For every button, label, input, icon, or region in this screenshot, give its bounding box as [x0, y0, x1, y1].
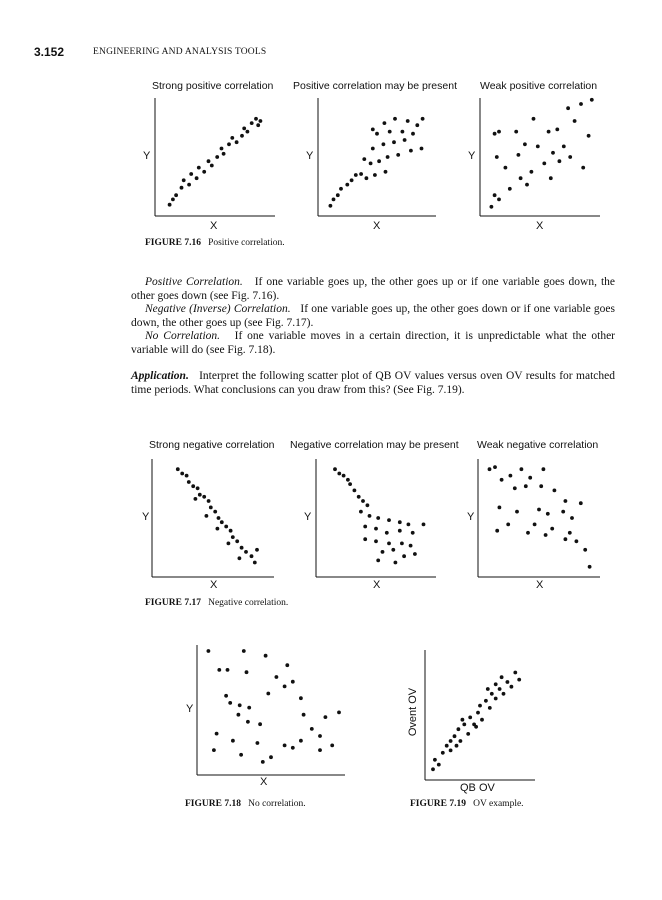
scatter-point: [261, 760, 265, 764]
scatter-point: [564, 537, 568, 541]
scatter-point: [269, 755, 273, 759]
scatter-point: [207, 159, 211, 163]
scatter-point: [488, 706, 492, 710]
scatter-point: [245, 670, 249, 674]
scatter-point: [459, 739, 463, 743]
scatter-point: [187, 183, 191, 187]
scatter-point: [508, 187, 512, 191]
scatter-point: [237, 713, 241, 717]
scatter-point: [247, 706, 251, 710]
caption-text: No correlation.: [248, 799, 306, 809]
panel-title-strong-negative: Strong negative correlation: [149, 439, 275, 451]
scatter-point: [445, 744, 449, 748]
scatter-point: [461, 718, 465, 722]
scatter-point: [403, 138, 407, 142]
scatter-point: [299, 696, 303, 700]
scatter-point: [490, 692, 494, 696]
scatter-point: [213, 510, 217, 514]
scatter-point: [449, 739, 453, 743]
scatter-point: [539, 484, 543, 488]
caption-text: Negative correlation.: [208, 598, 289, 608]
scatter-point: [238, 703, 242, 707]
scatter-point: [433, 758, 437, 762]
definition-negative: If one variable goes up, the other goes down or if one variable goes down, the other goes up (see Fig. 7.17).: [131, 303, 616, 329]
scatter-point: [256, 741, 260, 745]
scatter-point: [359, 510, 363, 514]
scatter-point: [420, 147, 424, 151]
scatter-point: [212, 748, 216, 752]
scatter-point: [242, 649, 246, 653]
page-number: 3.152: [34, 45, 65, 59]
scatter-point: [570, 516, 574, 520]
scatter-point: [369, 162, 373, 166]
scatter-point: [509, 474, 513, 478]
scatter-point: [490, 205, 494, 209]
x-axis-label: X: [536, 220, 544, 232]
scatter-point: [226, 668, 230, 672]
scatter-point: [235, 539, 239, 543]
y-axis-label: Y: [468, 150, 476, 162]
scatter-point: [384, 170, 388, 174]
scatter-point: [368, 514, 372, 518]
scatter-point: [376, 559, 380, 563]
scatter-point: [361, 499, 365, 503]
scatter-point: [231, 739, 235, 743]
scatter-point: [484, 699, 488, 703]
scatter-point: [217, 516, 221, 520]
scatter-point: [333, 467, 337, 471]
scatter-point: [230, 136, 234, 140]
scatter-point: [431, 767, 435, 771]
definition-positive: If one variable goes up, the other goes up or if one variable goes down, the other goes down (see Fig. 7.16).: [131, 276, 616, 302]
scatter-point: [413, 552, 417, 556]
scatter-point: [415, 123, 419, 127]
scatter-point: [363, 537, 367, 541]
x-axis-label: X: [260, 776, 268, 788]
scatter-point: [544, 533, 548, 537]
scatter-point: [533, 523, 537, 527]
scatter-point: [579, 102, 583, 106]
scatter-point: [189, 172, 193, 176]
definition-none: If one variable moves in a certain direction, it is unpredictable what the other variable will do (see Fig. 7.18).: [131, 330, 615, 356]
scatter-point: [176, 467, 180, 471]
scatter-point: [506, 680, 510, 684]
scatter-point: [515, 510, 519, 514]
scatter-point: [374, 527, 378, 531]
scatter-point: [220, 520, 224, 524]
scatter-point: [506, 523, 510, 527]
scatter-point: [542, 162, 546, 166]
definitions-paragraph: [131, 276, 615, 357]
scatter-point: [523, 142, 527, 146]
caption-text: OV example.: [473, 799, 524, 809]
scatter-point: [385, 531, 389, 535]
figure-caption-7-17: [145, 598, 288, 608]
scatter-point: [494, 682, 498, 686]
scatter-point: [398, 520, 402, 524]
scatter-point: [291, 680, 295, 684]
term-application: Application.: [131, 370, 189, 382]
scatter-point: [562, 145, 566, 149]
scatter-point: [402, 554, 406, 558]
scatter-point: [224, 694, 228, 698]
scatter-point: [357, 495, 361, 499]
scatter-point: [422, 523, 426, 527]
scatter-point: [497, 130, 501, 134]
scatter-point: [168, 203, 172, 207]
scatter-point: [275, 675, 279, 679]
scatter-point: [337, 711, 341, 715]
panel-title-weak-negative: Weak negative correlation: [477, 439, 599, 451]
scatter-point: [568, 531, 572, 535]
scatter-point: [337, 472, 341, 476]
scatter-point: [587, 134, 591, 138]
scatter-point: [195, 176, 199, 180]
scatter-point: [348, 482, 352, 486]
scatter-point: [215, 155, 219, 159]
scatter-point: [240, 546, 244, 550]
scatter-point: [457, 727, 461, 731]
scatter-point: [202, 170, 206, 174]
scatter-point: [239, 753, 243, 757]
scatter-point: [517, 678, 521, 682]
scatter-point: [283, 685, 287, 689]
scatter-strong-positive: [155, 98, 275, 216]
scatter-point: [197, 166, 201, 170]
scatter-point: [453, 734, 457, 738]
scatter-point: [462, 723, 466, 727]
scatter-point: [520, 467, 524, 471]
scatter-point: [244, 550, 248, 554]
scatter-point: [386, 155, 390, 159]
scatter-point: [227, 142, 231, 146]
scatter-point: [182, 178, 186, 182]
y-axis-label: Y: [186, 703, 194, 715]
scatter-point: [513, 486, 517, 490]
scatter-point: [310, 727, 314, 731]
y-axis-label: Y: [143, 150, 151, 162]
scatter-point: [466, 732, 470, 736]
scatter-point: [396, 153, 400, 157]
figure-caption-7-16: [145, 238, 285, 248]
scatter-point: [198, 493, 202, 497]
caption-label: FIGURE 7.17: [145, 598, 201, 608]
scatter-point: [299, 739, 303, 743]
scatter-strong-negative: [152, 459, 274, 577]
scatter-point: [283, 744, 287, 748]
scatter-point: [362, 157, 366, 161]
y-axis-label: Y: [304, 511, 312, 523]
scatter-point: [266, 692, 270, 696]
scatter-point: [231, 535, 235, 539]
x-axis-label: X: [373, 579, 381, 591]
scatter-point: [202, 495, 206, 499]
scatter-point: [513, 671, 517, 675]
scatter-point: [264, 654, 268, 658]
panel-title-positive-maybe: Positive correlation may be present: [293, 80, 457, 92]
scatter-point: [581, 166, 585, 170]
scatter-point: [330, 744, 334, 748]
scatter-point: [497, 198, 501, 202]
scatter-point: [555, 128, 559, 132]
caption-label: FIGURE 7.19: [410, 799, 466, 809]
scatter-point: [254, 117, 258, 121]
scatter-point: [573, 119, 577, 123]
scatter-point: [256, 123, 260, 127]
term-none: No Correlation.: [145, 330, 221, 342]
scatter-point: [409, 149, 413, 153]
scatter-point: [493, 465, 497, 469]
x-axis-label: X: [210, 579, 218, 591]
scatter-point: [329, 204, 333, 208]
scatter-point: [366, 503, 370, 507]
scatter-point: [411, 531, 415, 535]
scatter-point: [393, 117, 397, 121]
term-positive: Positive Correlation.: [145, 276, 243, 288]
scatter-point: [550, 527, 554, 531]
scatter-point: [376, 516, 380, 520]
scatter-point: [332, 198, 336, 202]
scatter-point: [363, 525, 367, 529]
scatter-point: [526, 531, 530, 535]
scatter-point: [191, 484, 195, 488]
scatter-point: [174, 193, 178, 197]
scatter-point: [558, 159, 562, 163]
scatter-point: [235, 140, 239, 144]
scatter-point: [371, 147, 375, 151]
panel-title-strong-positive: Strong positive correlation: [152, 80, 274, 92]
scatter-point: [185, 474, 189, 478]
scatter-point: [530, 170, 534, 174]
scatter-point: [209, 506, 213, 510]
scatter-point: [353, 489, 357, 493]
scatter-point: [224, 525, 228, 529]
scatter-point: [480, 718, 484, 722]
scatter-point: [229, 529, 233, 533]
scatter-point: [564, 499, 568, 503]
scatter-weak-negative: [478, 459, 600, 577]
scatter-point: [342, 474, 346, 478]
scatter-no-correlation: [197, 645, 345, 775]
scatter-point: [517, 153, 521, 157]
figure-caption-7-19: [410, 799, 524, 809]
caption-text: Positive correlation.: [208, 238, 285, 248]
scatter-point: [421, 117, 425, 121]
scatter-point: [510, 685, 514, 689]
scatter-point: [468, 716, 472, 720]
scatter-point: [391, 548, 395, 552]
scatter-point: [171, 198, 175, 202]
scatter-point: [547, 130, 551, 134]
scatter-point: [210, 164, 214, 168]
scatter-point: [498, 687, 502, 691]
scatter-point: [498, 506, 502, 510]
scatter-negative-maybe: [316, 459, 436, 577]
scatter-point: [493, 193, 497, 197]
application-paragraph: [131, 370, 615, 397]
scatter-point: [519, 176, 523, 180]
scatter-point: [240, 134, 244, 138]
scatter-point: [500, 478, 504, 482]
scatter-point: [217, 668, 221, 672]
scatter-point: [590, 98, 594, 102]
scatter-point: [373, 173, 377, 177]
scatter-point: [579, 501, 583, 505]
scatter-point: [528, 476, 532, 480]
y-axis-label: Ovent OV: [407, 687, 419, 737]
scatter-point: [246, 720, 250, 724]
scatter-point: [493, 132, 497, 136]
scatter-point: [500, 675, 504, 679]
x-axis-label: X: [210, 220, 218, 232]
scatter-point: [324, 715, 328, 719]
panel-title-weak-positive: Weak positive correlation: [480, 80, 598, 92]
scatter-point: [553, 489, 557, 493]
scatter-point: [387, 518, 391, 522]
scatter-point: [375, 132, 379, 136]
scatter-point: [488, 467, 492, 471]
scatter-point: [551, 151, 555, 155]
scatter-point: [346, 478, 350, 482]
scatter-point: [187, 480, 191, 484]
x-axis-label: X: [536, 579, 544, 591]
scatter-point: [525, 183, 529, 187]
panel-title-negative-maybe: Negative correlation may be present: [290, 439, 459, 451]
x-axis-label: QB OV: [460, 782, 495, 794]
scatter-point: [255, 548, 259, 552]
scatter-point: [478, 704, 482, 708]
scatter-point: [354, 173, 358, 177]
scatter-point: [400, 542, 404, 546]
scatter-point: [524, 484, 528, 488]
scatter-point: [382, 142, 386, 146]
scatter-point: [401, 130, 405, 134]
scatter-weak-positive: [480, 98, 600, 216]
scatter-point: [207, 649, 211, 653]
y-axis-label: Y: [467, 511, 475, 523]
scatter-point: [220, 147, 224, 151]
scatter-point: [536, 145, 540, 149]
scatter-point: [406, 119, 410, 123]
scatter-point: [407, 523, 411, 527]
scatter-point: [196, 486, 200, 490]
y-axis-label: Y: [142, 511, 150, 523]
scatter-point: [302, 713, 306, 717]
scatter-point: [228, 701, 232, 705]
x-axis-label: X: [373, 220, 381, 232]
scatter-point: [242, 127, 246, 131]
scatter-point: [339, 187, 343, 191]
scatter-point: [350, 178, 354, 182]
scatter-point: [336, 193, 340, 197]
scatter-point: [588, 565, 592, 569]
scatter-point: [180, 472, 184, 476]
scatter-point: [250, 554, 254, 558]
scatter-point: [227, 542, 231, 546]
scatter-point: [259, 119, 263, 123]
scatter-point: [359, 172, 363, 176]
scatter-point: [253, 561, 257, 565]
scatter-point: [371, 128, 375, 132]
scatter-point: [437, 763, 441, 767]
scatter-point: [318, 734, 322, 738]
scatter-point: [205, 514, 209, 518]
scatter-point: [246, 130, 250, 134]
scatter-point: [398, 529, 402, 533]
scatter-point: [394, 561, 398, 565]
scatter-point: [449, 749, 453, 753]
scatter-point: [561, 510, 565, 514]
scatter-point: [216, 527, 220, 531]
scatter-point: [542, 467, 546, 471]
scatter-point: [377, 159, 381, 163]
scatter-point: [549, 176, 553, 180]
running-header: ENGINEERING AND ANALYSIS TOOLS: [93, 47, 267, 57]
scatter-point: [392, 140, 396, 144]
scatter-point: [291, 746, 295, 750]
scatter-point: [486, 687, 490, 691]
scatter-point: [250, 121, 254, 125]
scatter-point: [583, 548, 587, 552]
scatter-point: [411, 132, 415, 136]
application-text: Interpret the following scatter plot of QB OV values versus oven OV results for matched time periods. What conclusions can you draw from this? (See Fig. 7.19).: [131, 370, 615, 396]
scatter-point: [476, 711, 480, 715]
scatter-point: [215, 732, 219, 736]
scatter-point: [374, 539, 378, 543]
scatter-point: [258, 722, 262, 726]
scatter-point: [383, 121, 387, 125]
scatter-point: [238, 556, 242, 560]
scatter-point: [502, 692, 506, 696]
scatter-point: [455, 744, 459, 748]
scatter-point: [495, 155, 499, 159]
scatter-point: [365, 176, 369, 180]
scatter-point: [514, 130, 518, 134]
caption-label: FIGURE 7.16: [145, 238, 201, 248]
scatter-point: [566, 106, 570, 110]
scatter-point: [532, 117, 536, 121]
caption-label: FIGURE 7.18: [185, 799, 241, 809]
scatter-point: [194, 497, 198, 501]
scatter-point: [180, 186, 184, 190]
scatter-point: [345, 183, 349, 187]
scatter-point: [222, 152, 226, 156]
scatter-positive-maybe: [318, 98, 436, 216]
scatter-point: [495, 529, 499, 533]
scatter-point: [285, 663, 289, 667]
y-axis-label: Y: [306, 150, 314, 162]
scatter-point: [546, 512, 550, 516]
scatter-ov-example: [425, 650, 535, 780]
scatter-point: [409, 544, 413, 548]
scatter-point: [494, 697, 498, 701]
figure-caption-7-18: [185, 799, 306, 809]
scatter-point: [207, 499, 211, 503]
scatter-point: [568, 155, 572, 159]
scatter-point: [537, 508, 541, 512]
scatter-point: [318, 748, 322, 752]
scatter-point: [387, 542, 391, 546]
scatter-point: [474, 725, 478, 729]
scatter-point: [441, 751, 445, 755]
scatter-point: [381, 550, 385, 554]
scatter-point: [388, 130, 392, 134]
scatter-point: [575, 539, 579, 543]
scatter-point: [504, 166, 508, 170]
term-negative: Negative (Inverse) Correlation.: [145, 303, 291, 315]
